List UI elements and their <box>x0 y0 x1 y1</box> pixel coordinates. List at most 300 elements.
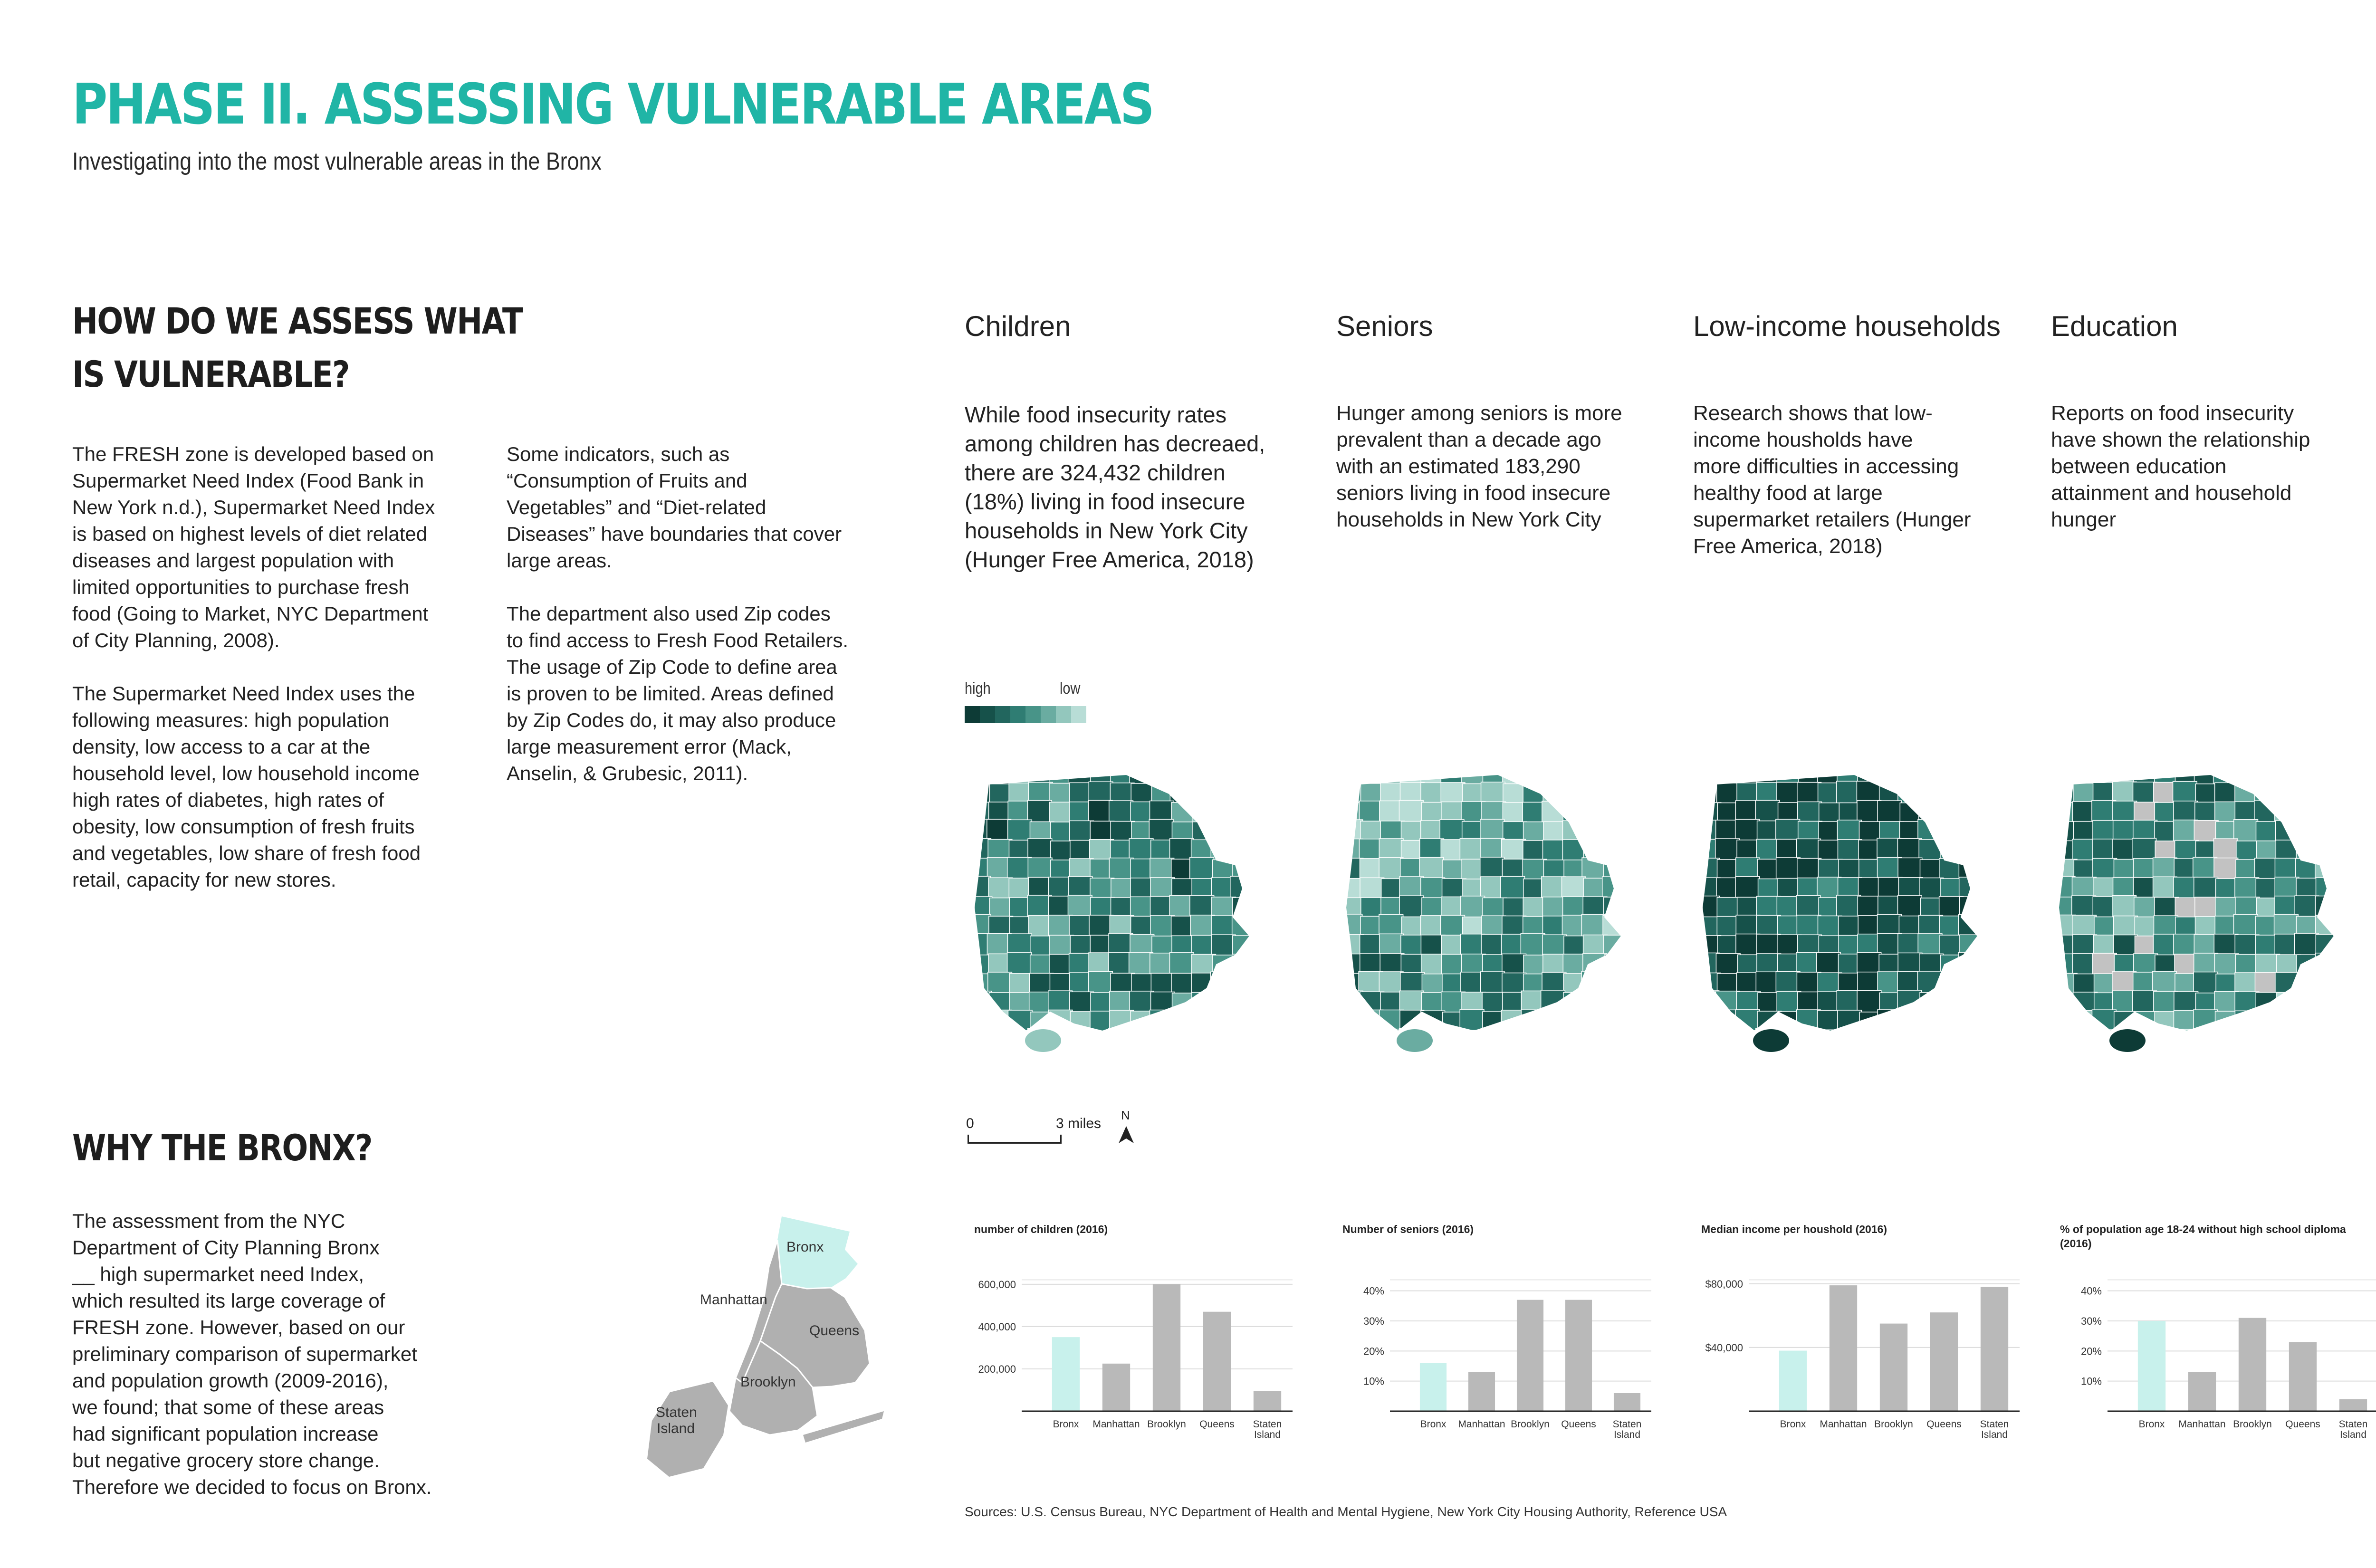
y-tick-label: 200,000 <box>978 1363 1016 1375</box>
map-tract <box>2335 801 2358 823</box>
bar-bronx <box>1052 1337 1080 1411</box>
map-tract <box>1481 972 1505 994</box>
legend-swatch <box>995 706 1010 723</box>
map-tract <box>1252 765 1274 786</box>
map-tract <box>1521 1029 1545 1052</box>
map-tract <box>2295 1029 2319 1052</box>
bar-manhattan <box>1468 1372 1495 1411</box>
map-tract <box>1604 822 1628 844</box>
map-tract <box>1583 992 1608 1015</box>
map-tract <box>1939 765 1964 786</box>
map-tract <box>2336 877 2358 900</box>
map-tract <box>2294 933 2319 956</box>
map-tract <box>1252 972 1274 995</box>
map-tract <box>1232 765 1256 787</box>
map-tract <box>1939 1011 1964 1033</box>
map-tract <box>1190 765 1214 785</box>
map-tract <box>1231 820 1255 843</box>
x-tick-label: Brooklyn <box>1147 1419 1186 1430</box>
y-tick-label: 20% <box>2080 1345 2102 1358</box>
assess-heading-line1: HOW DO WE ASSESS WHAT <box>72 300 523 342</box>
map-label-manhattan: Manhattan <box>700 1292 767 1308</box>
map-tract <box>1583 1011 1607 1033</box>
x-tick-label: Queens <box>1199 1419 1235 1430</box>
map-tract <box>1878 1029 1902 1052</box>
column-text-education: Reports on food insecurity have shown the relationship between education attainment and household hunger <box>2051 402 2310 531</box>
chart-seniors <box>1338 1224 1661 1461</box>
x-tick-label: Island <box>2339 1429 2367 1440</box>
map-tract <box>2255 765 2280 786</box>
map-tract <box>1109 858 1133 881</box>
map-tract <box>2315 953 2339 976</box>
map-tract <box>2315 820 2339 842</box>
x-tick-label: Manhattan <box>1458 1419 1505 1430</box>
bronx-map-seniors <box>1341 765 1645 1069</box>
map-tract <box>1211 839 1235 862</box>
map-tract <box>1441 1030 1466 1052</box>
map-tract <box>969 765 991 785</box>
map-tract <box>1776 819 1800 842</box>
x-tick-label: Bronx <box>1780 1419 1806 1430</box>
map-tract <box>1210 972 1235 994</box>
bar-manhattan <box>1102 1364 1130 1411</box>
x-tick-label: Staten <box>2338 1419 2368 1430</box>
north-label: N <box>1121 1108 1130 1122</box>
map-tract <box>969 1011 992 1033</box>
map-tract <box>1501 876 1525 899</box>
map-tract <box>1213 955 1237 978</box>
legend-color-ramp <box>965 706 1086 723</box>
x-tick-label: Manhattan <box>1820 1419 1867 1430</box>
chart-children <box>969 1224 1302 1461</box>
legend-swatch <box>1056 706 1071 723</box>
map-tract <box>1980 859 2002 881</box>
map-tract <box>1878 801 1902 823</box>
page-title: PHASE II. ASSESSING VULNERABLE AREAS <box>72 71 1153 137</box>
map-tract <box>1979 972 2002 994</box>
map-tract <box>1232 973 1256 995</box>
map-tract <box>1129 1029 1153 1052</box>
bar-bronx <box>2138 1321 2165 1411</box>
map-tract <box>1211 1011 1236 1033</box>
map-tract <box>2315 782 2339 805</box>
map-tract <box>1091 1031 1115 1054</box>
map-tract <box>1735 877 1760 899</box>
map-tract <box>1341 1010 1363 1033</box>
map-tract <box>1981 936 2002 958</box>
north-arrow-icon <box>1117 1125 1136 1144</box>
bronx-map-children <box>969 765 1274 1069</box>
map-label-staten-2: Island <box>657 1421 695 1436</box>
map-tract <box>1252 934 1274 957</box>
map-tract <box>1981 917 2002 939</box>
map-tract <box>1581 1028 1606 1051</box>
map-tract <box>1980 840 2002 862</box>
y-tick-label: $40,000 <box>1705 1341 1743 1354</box>
map-tract <box>2316 765 2340 786</box>
bar-manhattan <box>1830 1285 1857 1411</box>
bronx-map-education <box>2054 765 2358 1069</box>
map-tract <box>1212 765 1236 787</box>
map-tract <box>2335 933 2358 956</box>
map-tract <box>1958 1028 1983 1051</box>
why-text: The assessment from the NYC Department of City Planning Bronx __ high supermarket need Index, which resulted its large coverage of FRESH zone. However, based on our preliminary comparison of supermarket and population growth (2009-2016), we found; that some of these areas had significant population increase but negative grocery store change. Therefore we decided to focus on Bronx. <box>72 1210 432 1498</box>
map-tract <box>1623 991 1645 1014</box>
map-tract <box>2255 1010 2279 1033</box>
map-tract <box>1232 954 1256 977</box>
map-tract <box>1109 801 1133 823</box>
map-tract <box>1918 781 1942 804</box>
map-tract <box>2297 803 2321 825</box>
map-tract <box>1980 878 2002 900</box>
y-tick-label: 40% <box>2080 1285 2102 1297</box>
map-tract <box>2337 954 2358 977</box>
map-tract <box>1563 783 1587 805</box>
map-label-brooklyn: Brooklyn <box>740 1374 796 1390</box>
map-tract <box>1068 895 1092 918</box>
y-tick-label: 400,000 <box>978 1320 1016 1333</box>
map-tract <box>1584 784 1608 806</box>
map-tract <box>1252 992 1274 1014</box>
map-tract <box>1360 1030 1384 1052</box>
map-tract <box>1979 953 2002 975</box>
map-tract <box>1623 1029 1645 1052</box>
map-tract <box>1169 953 1194 975</box>
map-tract <box>1602 991 1627 1014</box>
bar-staten-island <box>1614 1393 1640 1411</box>
map-tract <box>2193 857 2217 880</box>
map-tract <box>1399 800 1423 823</box>
map-tract <box>1776 858 1801 880</box>
map-tract <box>2276 1030 2300 1053</box>
chart-title-line2: (2016) <box>2060 1237 2092 1250</box>
map-tract <box>1251 896 1274 919</box>
map-tract <box>2315 858 2339 880</box>
map-tract <box>1584 822 1608 844</box>
x-tick-label: Queens <box>1561 1419 1596 1430</box>
map-tract <box>1190 1028 1214 1051</box>
map-tract <box>1958 838 1983 861</box>
map-tract <box>1878 1010 1902 1033</box>
map-tract <box>1129 952 1153 975</box>
map-tract <box>1776 972 1800 994</box>
map-tract <box>1960 783 1984 806</box>
map-tract <box>1253 1031 1274 1054</box>
map-tract <box>1190 915 1215 938</box>
map-tract <box>2275 973 2299 995</box>
map-tract <box>1697 896 1719 919</box>
map-tract <box>1859 1012 1884 1035</box>
map-tract <box>1938 820 1963 842</box>
map-tract <box>2315 896 2339 919</box>
chart-title: number of children (2016) <box>974 1223 1108 1235</box>
map-tract <box>2336 1010 2358 1033</box>
map-tract <box>2317 973 2341 996</box>
legend-swatch <box>980 706 995 723</box>
x-tick-label: Staten <box>1980 1419 2009 1430</box>
map-tract <box>2316 991 2340 1014</box>
map-tract <box>2337 1030 2358 1052</box>
map-tract <box>1232 992 1256 1015</box>
map-tract <box>1250 781 1274 804</box>
column-title-education: Education <box>2051 310 2178 342</box>
y-tick-label: 40% <box>1363 1285 1384 1297</box>
map-tract <box>1483 1031 1507 1053</box>
map-tract <box>2074 1031 2098 1054</box>
map-tract <box>1940 974 1964 996</box>
map-tract <box>2195 1030 2219 1053</box>
map-tract <box>1070 1030 1094 1053</box>
map-tract <box>1717 1031 1742 1054</box>
map-tract <box>2318 803 2342 826</box>
column-title-seniors: Seniors <box>1336 310 1433 342</box>
map-tract <box>1502 1030 1526 1053</box>
map-tract <box>1623 915 1645 938</box>
map-tract <box>1981 898 2002 920</box>
map-tract <box>1251 877 1274 900</box>
map-tract <box>1979 820 2002 842</box>
map-tract <box>1502 839 1526 862</box>
map-tract <box>1979 782 2002 804</box>
map-tract <box>2337 783 2358 806</box>
map-tract <box>1232 1011 1256 1034</box>
map-tract <box>1212 992 1236 1015</box>
map-tract <box>2335 991 2358 1013</box>
map-tract <box>2112 896 2136 918</box>
map-tract <box>1697 1029 1720 1052</box>
bar-staten-island <box>1254 1391 1281 1411</box>
map-tract <box>1089 972 1113 994</box>
map-tract <box>2276 1011 2300 1034</box>
bar-queens <box>1930 1312 1958 1411</box>
map-tract <box>1818 1030 1842 1052</box>
map-tract <box>2315 1009 2339 1032</box>
column-text-seniors: Hunger among seniors is more prevalent than a decade ago with an estimated 183,290 seniors living in food insecure households in New York City <box>1336 402 1622 531</box>
map-tract <box>1190 781 1214 804</box>
bar-manhattan <box>2188 1372 2216 1411</box>
map-tract <box>1562 1029 1587 1052</box>
map-tract <box>1007 952 1032 975</box>
map-tract <box>1837 895 1861 918</box>
x-tick-label: Queens <box>1926 1419 1962 1430</box>
map-tract <box>1360 878 1384 900</box>
map-tract <box>1253 917 1274 939</box>
bar-staten-island <box>2339 1399 2367 1411</box>
x-tick-label: Manhattan <box>1092 1419 1140 1430</box>
map-tract <box>1562 877 1586 899</box>
scale-end-label: 3 miles <box>1056 1116 1102 1131</box>
map-tract <box>1170 1010 1194 1033</box>
bar-brooklyn <box>1517 1300 1543 1411</box>
nyc-borough-map <box>618 1212 884 1482</box>
scale-bar <box>968 1135 1062 1144</box>
map-tract <box>2194 1010 2218 1033</box>
x-tick-label: Island <box>1981 1429 2008 1440</box>
map-tract <box>2213 765 2238 785</box>
map-tract <box>1697 1010 1719 1033</box>
bar-brooklyn <box>2239 1318 2266 1411</box>
y-tick-label: 10% <box>1363 1375 1384 1387</box>
map-tract <box>2234 765 2258 785</box>
map-tract <box>1625 879 1645 901</box>
chart-education <box>2055 1224 2376 1461</box>
map-tract <box>1251 953 1274 975</box>
map-tract <box>1521 933 1545 956</box>
map-tract <box>1979 801 2002 823</box>
legend-swatch <box>965 706 980 723</box>
sources-note: Sources: U.S. Census Bureau, NYC Department of Health and Mental Hygiene, New York City Housing Authority, Reference USA <box>965 1504 1727 1519</box>
map-label-queens: Queens <box>809 1323 860 1339</box>
map-tract <box>1939 802 1964 824</box>
map-island <box>1397 1029 1433 1052</box>
map-tract <box>1604 803 1629 825</box>
y-tick-label: 600,000 <box>978 1278 1016 1291</box>
map-tract <box>987 1028 1011 1051</box>
page-subtitle: Investigating into the most vulnerable areas in the Bronx <box>72 148 602 175</box>
map-tract <box>2054 1012 2078 1035</box>
map-tract <box>2155 1031 2179 1054</box>
map-tract <box>1027 895 1052 918</box>
map-tract <box>2274 801 2299 823</box>
map-tract <box>1149 1028 1173 1051</box>
map-tract <box>2294 765 2319 785</box>
map-tract <box>1253 1012 1274 1035</box>
map-tract <box>1602 1029 1627 1052</box>
map-tract <box>1523 765 1548 788</box>
bar-brooklyn <box>1153 1284 1180 1411</box>
map-tract <box>1564 765 1588 788</box>
map-tract <box>1150 1010 1174 1033</box>
column-text-low-income: Research shows that low- income housholds have more difficulties in accessing healthy food at large supermarket retailers (Hunger Free America, 2018) <box>1693 402 1971 558</box>
x-tick-label: Bronx <box>2138 1419 2165 1430</box>
map-tract <box>1191 1011 1215 1033</box>
map-tract <box>1897 990 1922 1013</box>
map-label-bronx: Bronx <box>786 1239 824 1255</box>
map-tract <box>1581 914 1606 937</box>
x-tick-label: Island <box>1254 1429 1281 1440</box>
chart-title: % of population age 18-24 without high school diploma <box>2060 1223 2346 1235</box>
map-tract <box>1230 838 1255 861</box>
map-tract <box>2297 822 2321 844</box>
map-tract <box>2335 896 2358 918</box>
y-tick-label: 30% <box>2080 1315 2102 1327</box>
y-tick-label: $80,000 <box>1705 1278 1743 1290</box>
map-tract <box>1211 801 1235 824</box>
map-tract <box>2214 1030 2239 1052</box>
map-tract <box>1582 801 1607 824</box>
map-tract <box>1940 992 1964 1015</box>
map-tract <box>1190 857 1214 880</box>
map-tract <box>1857 1029 1881 1052</box>
map-tract <box>1624 821 1645 844</box>
map-tract <box>1918 1010 1943 1033</box>
map-tract <box>1543 765 1567 787</box>
map-tract <box>1341 914 1362 937</box>
map-tract <box>1622 782 1645 804</box>
bar-staten-island <box>1981 1287 2008 1411</box>
map-tract <box>2335 765 2358 785</box>
map-tract <box>1622 895 1645 918</box>
map-tract <box>1624 954 1645 977</box>
map-tract <box>2297 974 2321 997</box>
map-tract <box>1603 840 1628 862</box>
map-tract <box>1898 1011 1923 1033</box>
chart-title: Number of seniors (2016) <box>1342 1223 1474 1235</box>
map-tract <box>1169 765 1194 785</box>
map-tract <box>1898 765 1922 785</box>
map-tract <box>1878 765 1902 786</box>
x-tick-label: Staten <box>1253 1419 1282 1430</box>
map-tract <box>2336 916 2358 938</box>
map-tract <box>1172 1031 1196 1053</box>
assess-heading-line2: IS VULNERABLE? <box>72 353 349 395</box>
map-tract <box>1796 1010 1820 1033</box>
map-tract <box>1603 783 1628 805</box>
bar-queens <box>2289 1342 2317 1411</box>
legend-high-label: high <box>965 679 991 698</box>
assess-text-col1: The FRESH zone is developed based on Supermarket Need Index (Food Bank in New York n.d.), Supermarket Need Index is based on highest levels of diet related diseases and largest population with limited opportunities to purchase fresh food (Going to Market, NYC Department of City Planning, 2008). The Supermarket Need Index uses the following measures: high population density, low access to a car at the household level, low household income high rates of diabetes, high rates of obesity, low consumption of fresh fruits and vegetables, low share of fresh food retail, capacity for new stores. <box>72 443 435 891</box>
map-tract <box>969 876 991 899</box>
x-tick-label: Brooklyn <box>1874 1419 1913 1430</box>
map-tract <box>1602 972 1627 995</box>
map-tract <box>1797 1030 1821 1052</box>
map-tract <box>1624 840 1645 862</box>
map-tract <box>1541 990 1565 1013</box>
map-tract <box>1231 801 1255 823</box>
map-tract <box>2295 782 2319 804</box>
map-tract <box>1622 934 1645 956</box>
bar-brooklyn <box>1880 1324 1907 1411</box>
map-tract <box>1960 802 1984 824</box>
map-tract <box>1212 821 1236 844</box>
map-tract <box>1231 782 1255 805</box>
bronx-map-low-income <box>1697 765 2002 1069</box>
map-tract <box>1623 972 1645 995</box>
map-tract <box>2316 1030 2340 1052</box>
map-tract <box>2234 1029 2259 1052</box>
map-tract <box>2297 1012 2321 1035</box>
map-tract <box>1603 765 1627 786</box>
assess-heading <box>72 295 602 401</box>
x-tick-label: Island <box>1613 1429 1641 1440</box>
map-tract <box>1899 1030 1923 1053</box>
map-tract <box>1109 1028 1133 1051</box>
column-text-children: While food insecurity rates among children has decreaed, there are 324,432 children (18%) living in food insecure households in New York City (Hunger Free America, 2018) <box>965 402 1265 572</box>
chart-title: Median income per houshold (2016) <box>1701 1223 1887 1235</box>
map-tract <box>2194 877 2218 900</box>
map-tract <box>2317 840 2341 863</box>
map-tract <box>1920 765 1944 787</box>
column-title-children: Children <box>965 310 1071 342</box>
map-tract <box>2174 1029 2198 1052</box>
map-tract <box>2295 991 2319 1013</box>
map-tract <box>1581 971 1606 994</box>
y-tick-label: 10% <box>2080 1375 2102 1387</box>
column-title-low-income: Low-income households <box>1693 310 2001 342</box>
x-tick-label: Manhattan <box>2178 1419 2226 1430</box>
map-tract <box>1624 802 1645 825</box>
map-tract <box>1697 765 1719 785</box>
map-tract <box>2336 820 2358 843</box>
map-tract <box>2336 858 2358 880</box>
map-tract <box>1960 1011 1984 1034</box>
map-tract <box>1563 1012 1588 1034</box>
map-tract <box>1210 1028 1234 1051</box>
chart-median-income <box>1696 1224 2029 1461</box>
bar-queens <box>1565 1300 1592 1411</box>
map-tract <box>1210 782 1235 804</box>
y-tick-label: 20% <box>1363 1345 1384 1358</box>
